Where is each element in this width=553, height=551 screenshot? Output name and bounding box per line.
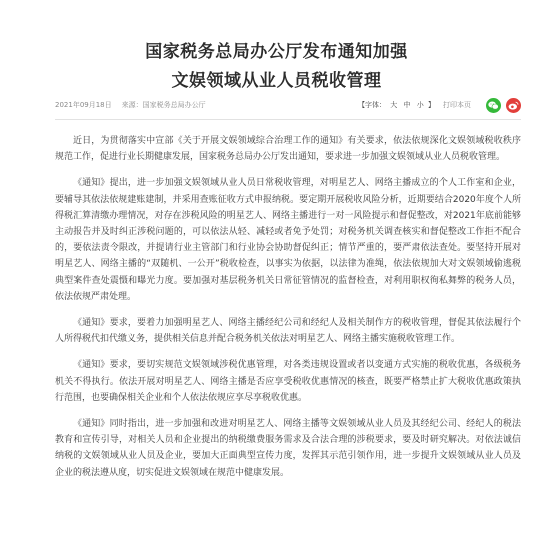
article-source: 来源：国家税务总局办公厅 [121,101,206,109]
article-body [55,133,521,491]
article-title-line-1: 国家税务总局办公厅发布通知加强 [145,42,408,62]
article-meta-bar [55,97,521,113]
wechat-share-button[interactable] [486,98,501,113]
article-paragraph: 《通知》要求，要着力加强明星艺人、网络主播经纪公司和经纪人及相关制作方的税收管理，督促其依法履行个人所得税代扣代缴义务，提供相关信息并配合税务机关依法对明星艺人、网络主播实施税收管理工作。 [55,318,521,345]
article-paragraph: 近日，为贯彻落实中宣部《关于开展文娱领域综合治理工作的通知》有关要求，依法依规深化文娱领域税收秩序规范工作，促进行业长期健康发展，国家税务总局办公厅发出通知，要求进一步加强文娱领域从业人员税收管理。 [55,136,521,163]
font-size-medium-button[interactable]: 中 [403,101,411,109]
print-page-link[interactable]: 打印本页 [443,101,471,109]
article-paragraph: 《通知》提出，进一步加强文娱领域从业人员日常税收管理，对明星艺人、网络主播成立的个人工作室和企业，要辅导其依法依规建账建制，并采用查账征收方式申报纳税。要定期开展税收风险分析，近期要结合2020年度个人所得税汇算清缴办理情况，对存在涉税风险的明星艺人、网络主播进行一对一风险提示和督促整改，对2021年底前能够主动报告并及时纠正涉税问题的，可以依法从轻、减轻或者免予处罚；对税务机关调查核实和督促整改工作拒不配合的，要依法责令限改，并提请行业主管部门和行业协会协助督促纠正；情节严重的，要严肃依法查处。要坚持开展对明星艺人、网络主播的“双随机、一公开”税收检查，以事实为依据，以法律为准绳，依法依规加大对文娱领域偷逃税典型案件查处震慑和曝光力度。要加强对基层税务机关日常征管情况的监督检查，对利用职权徇私舞弊的税务人员，依法依规严肃处理。 [55,178,521,302]
publish-date: 2021年09月18日 [55,101,112,109]
font-size-small-button[interactable]: 小 [416,101,424,109]
wechat-icon [488,101,499,110]
article-title-line-2: 文娱领域从业人员税收管理 [171,71,382,91]
article-paragraph: 《通知》同时指出，进一步加强和改进对明星艺人、网络主播等文娱领域从业人员及其经纪公司、经纪人的税法教育和宣传引导，对相关人员和企业提出的纳税缴费服务需求及合法合理的涉税要求，要及时研究解决。对依法诚信纳税的文娱领域从业人员及企业，要加大正面典型宣传力度，发挥其示范引领作用，进一步提升文娱领域从业人员及企业的税法遵从度，切实促进文娱领域在规范中健康发展。 [55,419,521,478]
article-paragraph: 《通知》要求，要切实规范文娱领域涉税优惠管理，对各类违规设置或者以变通方式实施的税收优惠，各级税务机关不得执行。依法开展对明星艺人、网络主播是否应享受税收优惠情况的核查，既要严格禁止扩大税收优惠政策执行范围，也要确保相关企业和个人依法依规应享尽享税收优惠。 [55,360,521,403]
font-size-label: 【字体： [358,101,387,109]
font-size-close-bracket: 】 [428,101,435,109]
weibo-share-button[interactable] [506,98,521,113]
font-size-large-button[interactable]: 大 [390,101,398,109]
weibo-icon [508,101,519,110]
font-size-selector [358,100,435,110]
meta-divider [55,119,521,120]
